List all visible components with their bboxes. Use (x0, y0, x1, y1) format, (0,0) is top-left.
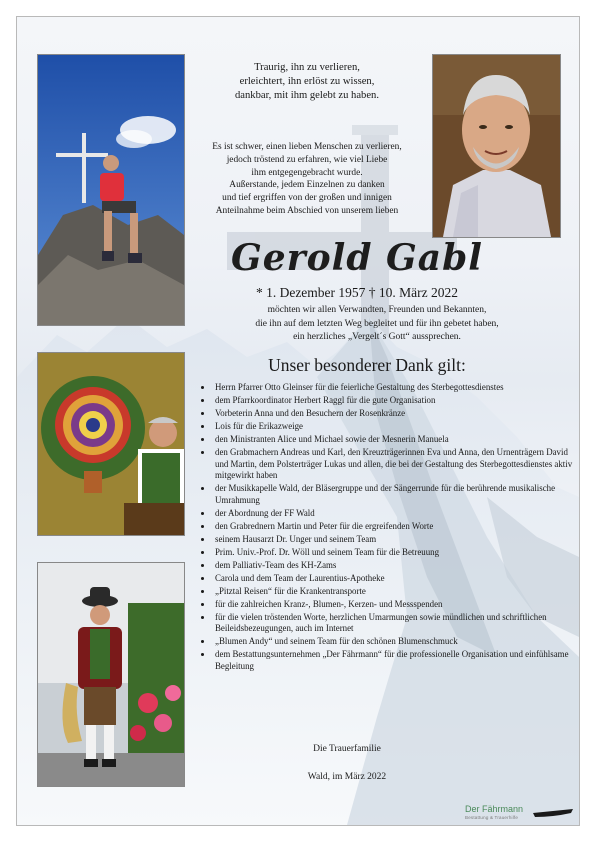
intro-line: und tief ergriffen von der großen und innigen (222, 193, 392, 204)
thanks-item: • der Abordnung der FF Wald (213, 508, 580, 520)
intro-line: Außerstande, jedem Einzelnen zu danken (229, 180, 385, 191)
quote-line: Traurig, ihn zu verlieren, (254, 62, 360, 73)
thanks-item: • den Ministranten Alice und Michael sowie der Mesnerin Manuela (213, 434, 580, 446)
thanks-text (187, 304, 567, 345)
intro-line: Es ist schwer, einen lieben Menschen zu verlieren, (212, 142, 402, 152)
thanks-item: • für die vielen tröstenden Worte, herzlichen Umarmungen sowie mündlichen und schriftlichen Beileidsbezeugungen, auch im Internet (213, 612, 580, 635)
thanks-item: • dem Palliativ-Team des KH-Zams (213, 560, 580, 572)
family-signature: Die Trauerfamilie (313, 744, 381, 754)
quote-line: dankbar, mit ihm gelebt zu haben. (234, 90, 380, 102)
thanks-item: • der Musikkapelle Wald, der Bläsergruppe und der Sängerrunde für die berührende musikalische Umrahmung (213, 483, 580, 506)
thanks-item: • Herrn Pfarrer Otto Gleinser für die feierliche Gestaltung des Sterbegottesdienstes (213, 382, 580, 394)
portrait-photo (432, 54, 561, 238)
thanks-item: • seinem Hausarzt Dr. Unger und seinem Team (213, 534, 580, 546)
thanks-item: • „Pitztal Reisen“ für die Krankentransporte (213, 586, 580, 598)
wreath-photo (37, 352, 185, 536)
thanks-item: • Vorbeterin Anna und den Besuchern der Rosenkränze (213, 408, 580, 420)
thanks-item: • den Grabrednern Martin und Peter für die ergreifenden Worte (213, 521, 580, 533)
logo-subtitle: Bestattung & Trauerhilfe (465, 815, 519, 820)
logo-name: Der Fährmann (465, 804, 524, 814)
deceased-name: Gerold Gabl (231, 237, 483, 279)
thanks-line: ein herzliches „Vergelt´s Gott“ aussprechen. (293, 332, 461, 342)
thanks-item: • Carola und dem Team der Laurentius-Apotheke (213, 573, 580, 585)
obituary-card (16, 16, 580, 826)
thanks-item: • den Grabmachern Andreas und Karl, den Kreuzträgerinnen Eva und Anna, den Urnenträgern David und Martin, dem Polsterträger Lukas und allen, die bei der Gestaltung des Sterbegottesdienstes aktiv mitgewirkt haben (213, 447, 580, 482)
intro-line: ihm entgegengebracht wurde. (251, 167, 363, 178)
thanks-line: möchten wir allen Verwandten, Freunden und Bekannten, (267, 305, 487, 315)
thanks-item: • für die zahlreichen Kranz-, Blumen-, Kerzen- und Messspenden (213, 599, 580, 611)
funeral-home-logo (465, 804, 575, 824)
intro-text (187, 141, 427, 218)
thanks-list (197, 382, 580, 674)
thanks-heading: Unser besonderer Dank gilt: (268, 355, 466, 375)
intro-line: Anteilnahme beim Abschied von unserem lieben (215, 205, 399, 216)
thanks-item: • dem Pfarrkoordinator Herbert Raggl für die gute Organisation (213, 395, 580, 407)
summit-photo (37, 54, 185, 326)
thanks-item: • dem Bestattungsunternehmen „Der Fährmann“ für die professionelle Organisation und einfühlsame Begleitung (213, 649, 580, 672)
thanks-item: • Lois für die Erikazweige (213, 421, 580, 433)
life-dates: * 1. Dezember 1957 † 10. März 2022 (255, 285, 459, 300)
thanks-item: • Prim. Univ.-Prof. Dr. Wöll und seinem Team für die Betreuung (213, 547, 580, 559)
quote-line: erleichtert, ihn erlöst zu wissen, (239, 76, 375, 88)
costume-photo (37, 562, 185, 787)
intro-line: jedoch tröstend zu erfahren, wie viel Liebe (226, 154, 388, 165)
opening-quote (187, 61, 427, 104)
thanks-line: die ihn auf dem letzten Weg begleitet und für ihn gebetet haben, (255, 318, 499, 329)
place-date: Wald, im März 2022 (307, 772, 387, 782)
thanks-item: • „Blumen Andy“ und seinem Team für den schönen Blumenschmuck (213, 636, 580, 648)
boat-icon (533, 809, 573, 819)
